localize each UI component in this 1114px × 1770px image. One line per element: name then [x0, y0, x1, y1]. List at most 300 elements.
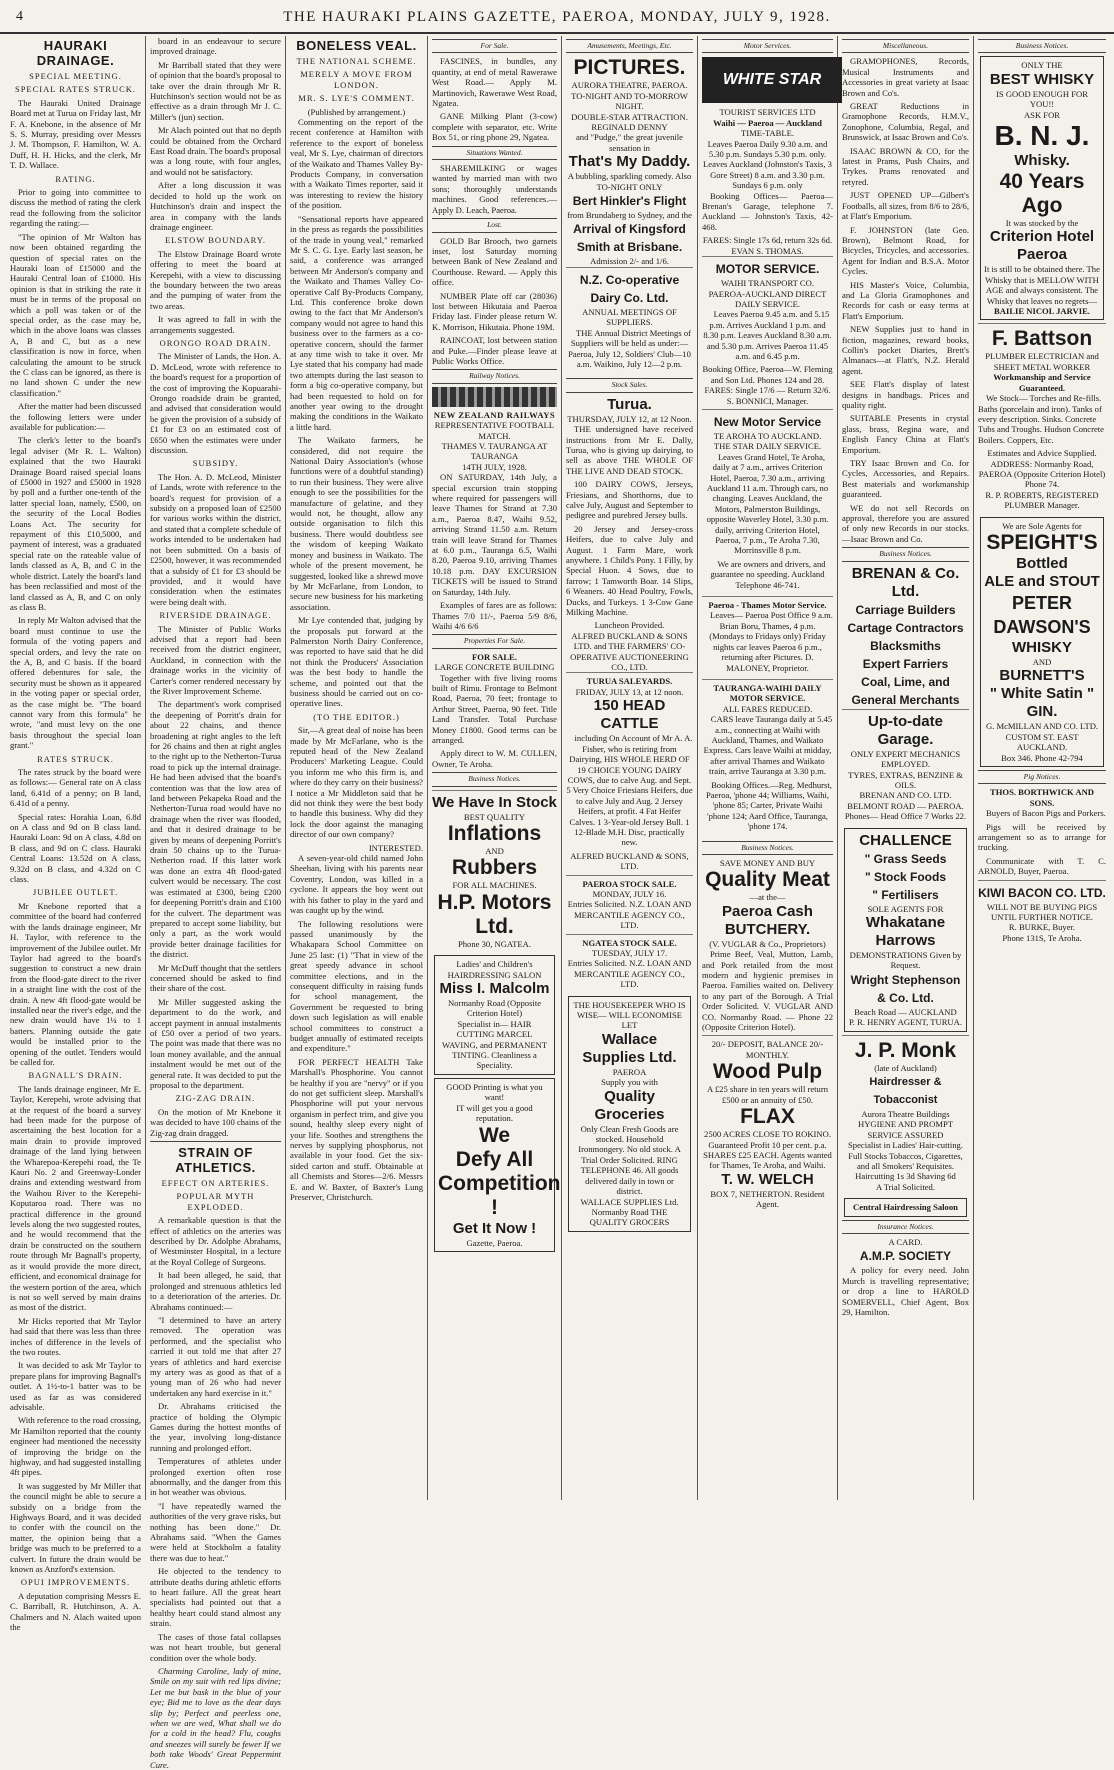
ad-line: PAEROA-AUCKLAND DIRECT DAILY SERVICE. — [708, 288, 827, 309]
ad-line: SOLE AGENTS FOR — [867, 903, 944, 914]
classified-ad: WE do not sell Records on approval, therefore you are assured of only new Records in our stocks.—Isaac Brown and Co. — [842, 502, 969, 544]
column-4 — [428, 36, 562, 1500]
ad-line: Leaves Auckland (Johnston's Taxis, 3 Gore Street) 8 a.m. and 3.30 p.m. Sundays 6 p.m. only — [703, 159, 832, 191]
masthead-title: THE HAURAKI PLAINS GAZETTE, PAEROA, MONDAY, JULY 9, 1928. — [283, 9, 831, 25]
article-heading: STRAIN OF ATHLETICS. — [150, 1141, 281, 1175]
ad-line: BRENAN & Co. Ltd. — [851, 564, 960, 600]
ad-line: A Trial Solicited. — [876, 1181, 935, 1192]
ad-line: J. P. Monk — [854, 1038, 957, 1062]
ad-line: We — [478, 1123, 511, 1147]
section-label: Business Notices. — [978, 39, 1106, 53]
ad-line: Carriage Builders — [855, 602, 956, 617]
ad-line: HYGIENE AND PROMPT SERVICE ASSURED — [857, 1119, 953, 1140]
ad-line: SAVE MONEY AND BUY — [719, 858, 816, 868]
article-heading: HAURAKI DRAINAGE. — [36, 38, 115, 68]
classified-ad: HIS Master's Voice, Columbia, and La Gloria Gramophones and Records for cash or easy terms at Flatt's Emporium. — [842, 279, 969, 321]
ad-line: General Merchants — [851, 692, 960, 707]
ad-line: FRIDAY, JULY 13, at 12 noon. — [575, 686, 684, 697]
ad-line: PICTURES. — [573, 56, 686, 80]
paragraph: We are owners and drivers, and guarantee no speeding. Auckland Telephone 46-741. — [710, 558, 826, 590]
ad-line: Paeroa - Thames Motor Service. — [708, 600, 827, 611]
ad-line: LARGE CONCRETE BUILDING — [434, 662, 555, 673]
ad-line: " White Satin " — [989, 685, 1095, 703]
paragraph: Mr Miller suggested asking the department to do the work, and accept payment in annual instalments of £50 over a period of two years. The point was made that there was no loan money available, and the annual instalment would be met out of the general rate. It was decided to put the proposal to the department. — [150, 996, 281, 1090]
ad-line: Bottled — [1016, 554, 1068, 572]
ad-line: A £25 share in ten years will return £500 or an annuity of £50. — [707, 1084, 828, 1105]
ad-line: Entries Solicited. N.Z. LOAN AND MERCANTILE AGENCY CO., LTD. — [567, 958, 692, 990]
ad-line: Expert Farriers — [862, 656, 949, 671]
paragraph: Mr Hicks reported that Mr Taylor had said that there was less than three inches of difference in the levels of the two routes. — [10, 1315, 141, 1357]
section-label: Stock Sales. — [566, 378, 693, 392]
classified-ad: FASCINES, in bundles, any quantity, at end of metal Rawerawe West Road.— Apply M. Martinovich, Rawerawe West Road, Ngatea. — [432, 56, 557, 109]
ad-line: Paeroa — [1016, 246, 1068, 264]
classified-ad: SUITABLE Presents in crystal glass, brass, Regina ware, and English Fancy China at Flatt's Emporium. — [842, 413, 969, 455]
ad-line: Booking Office, Paeroa—W. Fleming and Son Ltd. Phones 124 and 28. — [702, 364, 833, 385]
paragraph: Sir,—A great deal of noise has been made by Mr McFarlane, who is the reputed head of the New Zealand Producers' Marketing League. Could you inform me who this firm is, and where do they carry on their business? I notice a Mr Middleton said that he did not think they were the best body to handle this business. Why did they lock the door against the managing director of our own company? — [290, 725, 423, 840]
ad-line: Quality Meat — [705, 868, 830, 892]
subheading: RIVERSIDE DRAINAGE. — [159, 610, 272, 621]
paragraph: Special rates: Horahia Loan, 6.8d on A class and 9d on B class land. Hauraki Loan: 9d on A class, 4.8d on B class, and 9d on C class. Hauraki Central Loans: 13.52d on A class, 9.32d on B class, and 4.32d on C class. — [10, 811, 141, 885]
subheading: MR. S. LYE'S COMMENT. — [298, 93, 415, 104]
paragraph: The rates struck by the board were as follows:— General rate on A class land, 6.41d of a penny; on B land, 6.41d of a penny. — [10, 767, 141, 809]
paragraph: "I have repeatedly warned the authorities of the very grave risks, but nothing has been done." Dr. Abrahams said. "When the Games were held at Stockholm a fatality there was due to heat." — [150, 1500, 281, 1563]
ad-line: Estimates and Advice Supplied. — [987, 448, 1097, 459]
kiwi-bacon-ad — [978, 880, 1106, 947]
ad-line: We are Sole Agents for — [1002, 520, 1082, 531]
section-label: Pig Notices. — [978, 770, 1106, 784]
subheading: ZIG-ZAG DRAIN. — [175, 1093, 256, 1104]
ad-line: Haircutting 1s 3d Shaving 6d — [855, 1171, 956, 1182]
subheading: JUBILEE OUTLET. — [32, 887, 119, 898]
paragraph: Booking Offices.—Reg. Medhurst, Paeroa, 'phone 44; Williams, Waihi, 'phone 85; Carter, Private Waihi 'phone 124; Aard Office, Tauranga, 'phone 174. — [705, 779, 832, 832]
paragraph: ON SATURDAY, 14th July, a special excursion train stopping where required for passengers will leave Thames for Strand at 7.30 a.m., Paeroa 8.47, Waihi 9.52, arriving Strand 11.50 a.m. Return train will leave Strand for Thames at 6.0 p.m., Tauranga 6.5, Waihi 8.20, Paeroa 9.10, arriving Thames 10.18 p.m. DAY EXCURSION TICKETS will be issued to Strand on Saturday, 14th July. — [432, 472, 557, 597]
ad-line: R. P. ROBERTS, REGISTERED PLUMBER Manager. — [985, 489, 1099, 511]
section-label: Miscellaneous. — [842, 39, 969, 53]
ad-line: Entries Solicited. N.Z. LOAN AND MERCANTILE AGENCY CO., LTD. — [567, 899, 692, 931]
ad-line: ALFRED BUCKLAND & SONS, LTD. — [570, 850, 689, 872]
ad-line: PAEROA — [612, 1066, 647, 1077]
ad-line: TAURANGA-WAIHI DAILY MOTOR SERVICE. — [713, 682, 822, 704]
paragraph: Communicate with T. C. ARNOLD, Buyer, Paeroa. — [978, 855, 1106, 877]
paragraph: THE undersigned have received instructions from Mr E. Dally, Turua, who is giving up dairying, to sell as above THE WHOLE OF THE LIVE AND DEAD STOCK. — [566, 424, 693, 476]
paragraph: A seven-year-old child named John Sheehan, living with his parents near Coventry, London, was killed in a cyclone. It appears the boy went out with his father to play in the yard and was caught up by the wind. — [290, 853, 423, 916]
ad-line: Phones— Head Office 7 Works 22. — [844, 811, 967, 822]
paragraph: After the matter had been discussed the following letters were under available for publication:— — [10, 401, 141, 432]
ad-line: Box 346. Phone 42-794 — [1001, 752, 1083, 763]
ad-line: from Brundaberg to Sydney, and the — [567, 210, 692, 221]
ad-line: IT will get you a good reputation. — [456, 1102, 533, 1124]
battson-ad — [978, 323, 1106, 513]
paragraph: The following resolutions were passed unanimously by the Whakapara School Committee on June 25 last: (1) "That in view of the great speedy advance in school committee elections, and in the consequent difficulty in raising funds for school management, the Government be requested to bring down such legislation as will enable school committees to construct a budget annually of estimated receipts and expenditure." — [290, 918, 423, 1054]
ad-line: Supply you with — [601, 1077, 658, 1088]
ad-line: GIN. — [1026, 703, 1058, 721]
paragraph: FOR PERFECT HEALTH Take Marshall's Phosphorine. You cannot be healthy if you are "nervy" or if you do not get sufficient sleep. Marshall's Phosphorine will put your nervous organism in perfect trim, and give you sound, healthy sleep every night of your life. Soothes and strengthens the nerves by supplying phosphorus, not available in your food. Get the six-sided carton and stuff. Obtainable at all Chemists and Stores—2/6. Messrs E. and W. Baxter, of Baxter's Lung Preserver, Christchurch. — [290, 1056, 423, 1203]
paragraph: He objected to the tendency to attribute deaths during athletic efforts to heart failure. All the great heart specialists had pointed out that a healthy heart could stand almost any strain. — [150, 1566, 281, 1629]
ad-line: —at the— — [749, 892, 786, 903]
column-5 — [562, 36, 698, 1500]
classified-ad: SHAREMILKING or wages wanted by married man with two sons; thoroughly understands machines. Good references.—Apply D. Leach, Paeroa. — [432, 163, 557, 215]
saloon-label: Central Hairdressing Saloon — [844, 1198, 967, 1216]
ad-line: ALE and STOUT — [984, 572, 1100, 590]
wallace-supplies-ad — [568, 996, 691, 1232]
column-7 — [838, 36, 974, 1500]
ad-line: THE STAR DAILY SERVICE. — [713, 441, 822, 452]
ad-line: P. R. HENRY AGENT, TURUA. — [848, 1017, 962, 1028]
paragraph: Prime Beef, Veal, Mutton, Lamb, and Pork retailed from the most modern and hygienic premises in Paeroa. Families waited on. Delivery to any part of the Borough. A Trial Order Solicited. V. VUGLAR AND CO. Normanby Road. — Phone 22 (Opposite Criterion Hotel). — [702, 949, 833, 1033]
ad-line: Hairdresser & Tobacconist — [869, 1075, 942, 1106]
railway-line: 14TH JULY, 1928. — [462, 461, 527, 472]
ad-line: R. BURKE, Buyer. — [1008, 922, 1076, 933]
railway-line: THAMES V. TAURANGA AT TAURANGA — [441, 441, 548, 462]
classified-ad: ISAAC BROWN & CO, for the latest in Prams, Push Chairs, and Trykes. Prams renovated and retyred. — [842, 145, 969, 187]
ad-line: Aurora Theatre Buildings — [861, 1108, 950, 1119]
paragraph: The Waikato farmers, he considered, did not require the National Dairy Association's (whose functions were of a doubtful standing) to run their business. They were alive enough to see the possibilities for the manufacture of gelatine, and they would not, he thought, allow any outside organisation to filch this business. There would doubtless see the wisdom of keeping Waikato money and business in Waikato. The whole of the present movement, he suggested, looked like a shrewd move by Mr McFarlane, from London, to secure new business for his marketing association. — [290, 435, 423, 612]
article-heading: BONELESS VEAL. — [296, 38, 417, 53]
thames-motor-ad — [702, 596, 833, 679]
column-6 — [698, 36, 838, 1500]
classified-ad: GANE Milking Plant (3-cow) complete with separator, etc. Write Box 51, or ring phone 29, Ngatea. — [432, 111, 557, 143]
ad-line: 40 Years Ago — [999, 170, 1085, 218]
ad-line: AND — [1032, 656, 1052, 667]
printing-ad — [434, 1078, 561, 1252]
stock-sale-ad — [566, 875, 693, 934]
salon-ad — [434, 955, 555, 1075]
ad-line: DOUBLE-STAR ATTRACTION. — [571, 111, 688, 122]
ad-line: A.M.P. SOCIETY — [859, 1249, 952, 1264]
ad-line: BEST WHISKY — [989, 70, 1095, 88]
paragraph: Apply direct to W. M. CULLEN, Owner, Te Aroha. — [432, 748, 557, 769]
subheading: THE NATIONAL SCHEME. — [296, 56, 417, 66]
paragraph: Buyers of Bacon Pigs and Porkers. — [986, 808, 1106, 819]
ad-line: Normanby Road (Opposite Criterion Hotel) — [447, 998, 542, 1019]
paragraph: 20 Jersey and Jersey-cross Heifers, due to calve July and August. 1 Farm Mare, work anywhere. 1 Child's Pony. 1 Filly, by Special Huon. 4 Sows, due to farrow; 1 Tamworth Boar. 14 Slips, 6 Weaners. 40 Head Poultry, Fowls, Ducks, and Turkeys. 1 3-Cow Gane Milking Machine. — [566, 523, 693, 618]
ad-line: Whakatane Harrows — [865, 913, 946, 949]
subheading: (TO THE EDITOR.) — [313, 711, 400, 722]
ad-line: BELMONT ROAD — PAEROA. — [847, 800, 964, 811]
ad-line: ASK FOR — [1023, 109, 1061, 120]
ad-line: Defy All — [455, 1147, 534, 1171]
paragraph: It was suggested by Mr Miller that the council might be able to secure a subsidy on a bridge from the Highways Board, and it was decided to confer with the council on the matter, the opinion being that a bridge was much to be preferred to a culvert. In future the drain would be known as Anzford's extension. — [10, 1480, 141, 1575]
paragraph: Commenting on the report of the recent conference at Hamilton with reference to the export of boneless veal, Mr S. Lye, chairman of directors of the Waikato and Thames Valley By-Products Company, in conversation with a Waikato Times reporter, said it was interesting to review the history of the position. — [290, 117, 423, 211]
subheading: BAGNALL'S DRAIN. — [28, 1070, 123, 1081]
columns — [6, 36, 1110, 1770]
star-service-ad — [702, 409, 833, 596]
subheading: MERELY A MOVE FROM LONDON. — [300, 69, 413, 90]
subheading: SUBSIDY. — [192, 458, 239, 469]
ad-line: Gazette, Paeroa. — [466, 1237, 523, 1248]
ad-line: 20/- DEPOSIT, BALANCE 20/- MONTHLY. — [711, 1039, 824, 1060]
paragraph: Leaves Grand Hotel, Te Aroha, daily at 7 a.m., arrives Criterion Hotel, Paeroa, 7.30 a.m., arriving Auckland 11 a.m. Through cars, no changing. Leaves Auckland, the Motors, Palmerston Buildings, opposite Waverley Hotel, 3.30 p.m. daily, arriving Criterion Hotel, Paeroa, 7 p.m., Te Aroha 7.30, Morrinsville 8 p.m. — [706, 451, 829, 556]
ad-line: ONLY THE — [1021, 60, 1063, 71]
ad-line: Whisky. — [1014, 152, 1070, 170]
dairy-ad — [566, 267, 693, 375]
ad-line: Specialist in— HAIR CUTTING MARCEL WAVING, and PERMANENT TINTING. Cleanliness a Speciality. — [441, 1018, 548, 1071]
paragraph: The Elstow Drainage Board wrote offering to meet the board at Kerepehi, with a view to discussing the boundary between the two areas and the pumping of water from the two areas. — [150, 248, 281, 311]
ad-line: F. Battson — [991, 327, 1093, 351]
waihi-transport-ad — [702, 256, 833, 409]
paragraph: board in an endeavour to secure improved drainage. — [150, 36, 281, 57]
ad-line: THURSDAY, JULY 12, at 12 Noon. — [567, 413, 692, 424]
ad-line: Phone 30, NGATEA. — [457, 938, 532, 949]
ad-line: That's My Daddy. — [568, 153, 691, 171]
ad-line: We Have In Stock — [432, 793, 557, 811]
column-8 — [974, 36, 1110, 1500]
ad-line: Coal, Lime, and — [861, 674, 950, 689]
ad-line: MOTOR SERVICE. — [715, 262, 820, 277]
paragraph: The lands drainage engineer, Mr E. Taylor, Kerepehi, wrote advising that at the request of the board a survey had been made for the purpose of ascertaining the best location for a main drain to provide improved drainage of the land lying between the Wharepoa-Kerepehi road, the Te Kauri No. 2 and Greenway-Londer drains and extending westward from the Waihou River to the Kerepehi-Koputaroa road. There was no practical difference in the ground levels along the two suggested routes, and he would recommend that the drain be constructed on the southern route through Mr Bagnall's property, as it would provide the more direct, efficient, and economical drainage for the western portion of the area, which is not so well served by main drains as most of the district. — [10, 1083, 141, 1313]
paragraph: Leaves— Paeroa Post Office 9 a.m. Brian Boru, Thames, 4 p.m. (Mondays to Fridays only) Friday nights car leaves Paeroa 6 p.m., returning after Pictures. D. MALONEY, Proprietor. — [709, 610, 833, 673]
paragraph: After a long discussion it was decided to hold up the work on Hutchinson's drain and inspect the area in company with the lands drainage engineer. — [150, 180, 281, 232]
ad-line: BOX 7, NETHERTON. Resident Agent. — [710, 1188, 825, 1210]
ad-line: Competition ! — [438, 1171, 561, 1219]
ad-line: PAEROA STOCK SALE. — [582, 878, 677, 889]
classified-ad: GOLD Bar Brooch, two garnets inset, lost Saturday morning between Bank of New Zealand and Courthouse. Reward. — Apply this office. — [432, 235, 557, 288]
ad-line: AND — [485, 846, 504, 856]
ad-line: ONLY EXPERT MECHANICS EMPLOYED. — [850, 748, 961, 770]
challence-ad — [844, 828, 967, 1032]
ad-line: Waihi — Paeroa — Auckland — [713, 117, 822, 128]
paragraph: Temperatures of athletes under prolonged exertion often rose abnormally, and the danger from this in hot weather was obvious. — [150, 1456, 281, 1498]
subheading: RATES STRUCK. — [37, 753, 114, 764]
ad-line: TE AROHA TO AUCKLAND. — [713, 430, 822, 441]
ad-line: 2500 ACRES CLOSE TO ROKINO. — [704, 1129, 831, 1140]
ad-line: Leaves Paeroa Daily 9.30 a.m. and 5.30 p.m. Sundays 5.30 p.m. only. — [707, 138, 828, 160]
paragraph: Mr Lye contended that, judging by the proposals put forward at the Palmerston North Dairy Conference, was reported to have said that he did not think the Producers' Association was the best body to handle the scheme, and pointed out that the business should be carried out on co-operative lines. — [290, 615, 423, 709]
ad-line: G. McMILLAN AND CO. LTD. — [985, 721, 1099, 732]
ad-line: (late of Auckland) — [874, 1062, 937, 1073]
section-label: Lost. — [432, 218, 557, 232]
ad-line: T. W. WELCH — [721, 1170, 814, 1188]
ad-line: and "Pudge," the great juvenile sensation in — [575, 132, 683, 153]
ad-line: CUSTOM ST. EAST AUCKLAND. — [1005, 731, 1079, 753]
ad-line: REGINALD DENNY — [591, 122, 668, 133]
paragraph: The cases of those fatal collapses was not heart trouble, but general condition over the whole body. — [150, 1631, 281, 1663]
stock-sale-ad — [566, 934, 693, 993]
fares: Examples of fares are as follows: Thames 7/0 11/-, Paeroa 5/9 8/6, Waihi 4/6 6/6 — [432, 600, 557, 631]
section-label: Insurance Notices. — [842, 1220, 969, 1234]
ad-line: Guaranteed Profit 10 per cent. p.a. SHARES £25 EACH. Agents wanted for Thames, Te Aroha, and Waihi. — [703, 1139, 832, 1171]
ad-line: MONDAY, JULY 16. — [592, 888, 667, 899]
section-label: Business Notices. — [432, 772, 557, 786]
ad-line: SPEIGHT'S — [986, 530, 1098, 554]
railway-title: NEW ZEALAND RAILWAYS — [433, 409, 556, 420]
ad-line: " Stock Foods — [864, 869, 947, 884]
ad-line: Rubbers — [451, 856, 538, 880]
hp-motors-ad — [432, 790, 557, 953]
ad-line: Inflations — [447, 822, 542, 845]
paragraph: It was decided to ask Mr Taylor to prepare plans for improving Bagnall's outlet. A 1½-to-1 batter was to be used as far as was considered advisable. — [10, 1360, 141, 1412]
classified-ad: RAINCOAT, lost between station and Puke.—Finder please leave at Public Works Office. — [432, 335, 557, 366]
column-2 — [146, 36, 286, 1770]
ad-line: Up-to-date Garage. — [868, 712, 943, 748]
page-number: 4 — [16, 9, 25, 24]
classified-ad: GREAT Reductions in Gramophone Records, H.M.V., Zonophone, Columbia, Regal, and Brunswick, at Isaac Brown and Co's. — [842, 101, 969, 143]
subheading: SPECIAL RATES STRUCK. — [14, 84, 137, 95]
ad-line: ANNUAL MEETINGS OF SUPPLIERS. — [582, 306, 677, 328]
ad-line: BAILIE NICOL JARVIE. — [994, 306, 1090, 317]
ad-line: FOR ALL MACHINES. — [452, 880, 537, 891]
section-label: For Sale. — [432, 39, 557, 53]
column-1 — [6, 36, 146, 1633]
ad-line: Turua. — [607, 395, 652, 413]
section-label: Business Notices. — [842, 547, 969, 561]
paragraph: including On Account of Mr A. A. Fisher, who is retiring from Dairying, HIS WHOLE HERD OF 19 CHOICE YOUNG DAIRY COWS, due to calve Aug. and Sept. 5 Very Choice Friesians Heifers, due to calve July and Aug. 2 Jersey Heifers, at profit. 4 Fat Heifer Calves. 1 3-Year-old Jersey Bull. 1 12-Blade M.H. Disc, practically new. — [566, 733, 693, 848]
paragraph: A remarkable question is that the effect of athletics on the arteries was described by Dr. Adolphe Abrahams, of Westminster Hospital, in a lecture at the Royal College of Surgeons. — [150, 1215, 281, 1267]
ad-line: A CARD. — [888, 1237, 923, 1248]
ad-line: ALL FARES REDUCED. — [722, 703, 813, 714]
ad-line: Criterion Hotel — [989, 228, 1095, 246]
subheading: OPUI IMPROVEMENTS. — [20, 1577, 131, 1588]
garage-ad — [842, 709, 969, 825]
paragraph: "The opinion of Mr Walton has now been obtained regarding the question of special rates on the Hauraki loan of £15000 and the Hauraki Central loan of £1000. His opinion is that in striking the rate it must be in terms of the proposal on which a poll was taken or of the special order, as the case may be, which in the above loans was classes A, B and C, but as a new classification is now in force, when calculating the amount to be struck the C class can be ignored, as there is no land shown C under the new classification." — [10, 231, 141, 398]
ad-line: 150 HEAD CATTLE — [593, 697, 666, 733]
ad-line: TO-NIGHT AND TO-MORROW NIGHT. — [571, 90, 688, 112]
ad-line: DEMONSTRATIONS Given by Request. — [849, 949, 962, 971]
railway-line: REPRESENTATIVE FOOTBALL MATCH. — [434, 420, 555, 441]
signature: INTERESTED. — [368, 842, 423, 853]
subheading: POPULAR MYTH EXPLODED. — [176, 1191, 255, 1212]
ad-line: Beach Road — AUCKLAND — [854, 1006, 957, 1017]
paragraph: In reply Mr Walton advised that the board must continue to use the formula of the voting papers and special orders, and levy the rate on the A, B, and C basis. If the board offered debentures for sale, the security must be shown as it appeared in the voting paper or special order, as the case might be. "The board cannot vary from this formula" he wrote, "and must levy on the one basis throughout the special loan grant." — [10, 615, 141, 751]
ad-line: New Motor Service — [713, 414, 822, 429]
paragraph: We Stock— Torches and Re-fills. Baths (porcelain and iron). Tanks of every description. Sinks. Concrete Tubs and Troughs. Hudson Concrete Boilers. Coppers, Etc. — [978, 393, 1104, 445]
ad-line: H.P. Motors Ltd. — [437, 890, 552, 938]
ad-line: TURUA SALEYARDS. — [586, 676, 673, 687]
subheading: RATING. — [55, 173, 96, 184]
paragraph: With reference to the road crossing, Mr Hamilton reported that the county engineer had mentioned the necessity of improving the bridge on the highway, and had suggested installing 4ft pipes. — [10, 1415, 141, 1478]
whisky-ad — [980, 56, 1104, 320]
ad-line: TIME-TABLE. — [740, 128, 794, 139]
paragraph: The clerk's letter to the board's legal adviser (Mr R. L. Walton) explained that the two Hauraki Drainage Board raised special loans of £5000 in 1927 and £5000 in 1928 by poll and a further one-tenth of the latter special loan, namely, £500, on the security of the Local Bodies Loans Act. The security for repayment of this £10,5000, and payment of interest, was a graduated special rate on the rateable value of lands classed as A, B, and C in the whole district. Lately the board's land has been reclassified and most of the land classed as A, B, and C on only as class B. — [10, 435, 141, 612]
saleyards-ad — [566, 672, 693, 874]
ad-line: Specialist in Ladies' Hair-cutting. Full Stocks Tobaccos, Cigarettes, and all Smokers' Requisites. — [848, 1140, 963, 1171]
paragraph: The Hon. A. D. McLeod, Minister of Lands, wrote with reference to the board's request for provision of a subsidy on a proposed loan of £2500 for various works within the district, and stated that a complete schedule of works intended to be undertaken had not been submitted. On a basis of £2500, however, it was recommended that a subsidy of £1 for £3 should be provided, and it would have consideration when the estimates were being dealt with. — [150, 471, 281, 607]
ad-line: N.Z. Co-operative Dairy Co. Ltd. — [579, 272, 680, 305]
paragraph: The Minister of Public Works advised that a report had been received from the district engineer, Auckland, in connection with the drainage works in the vicinity of Carter's corner rendered necessary by the River Improvement Scheme. — [150, 623, 281, 696]
ad-line: FARES: Single 17/6 — Return 32/6. S. BONNICI, Manager. — [704, 385, 831, 406]
paragraph: The Minister of Lands, the Hon. A. D. McLeod, wrote with reference to the board's request for a proportion of the cost of improving the Kopuarahi-Orongo roadside drain be granted, and advised that consideration would be given the provision of a subsidy of £1 for £3 on an estimated cost of £650 when the estimates were under discussion. — [150, 351, 281, 456]
subheading: ELSTOW BOUNDARY. — [164, 235, 266, 246]
ad-line: AURORA THEATRE, PAEROA. — [571, 80, 688, 91]
ad-line: A bubbling, sparkling comedy. Also TO-NIGHT ONLY — [567, 171, 692, 192]
wood-pulp-ad — [702, 1035, 833, 1212]
section-label: Situations Wanted. — [432, 146, 557, 160]
ad-heading: FOR SALE. — [472, 651, 517, 662]
ad-line: BURNETT'S — [999, 667, 1085, 685]
paragraph: "I determined to have an artery removed. The operation was performed, and the specialist who carried it out told me that after 27 years of athletics and hard exercise my artery was as good as that of a young man of 26 who had never undertaken any hard exercise in it." — [150, 1314, 281, 1398]
ad-line: Wood Pulp — [712, 1060, 823, 1084]
paragraph: Pigs will be received by arrangement so as to arrange for trucking. — [978, 821, 1106, 853]
ad-line: Cartage Contractors — [847, 620, 964, 635]
ad-line: WHISKY — [1012, 638, 1072, 656]
ad-line: BRENAN AND CO. LTD. — [859, 790, 952, 801]
ad-line: B. N. J. — [994, 120, 1090, 152]
paragraph: Booking Offices— Paeroa—Brenan's Garage, telephone 7. Auckland — Johnston's Taxis, 42-468. — [702, 190, 833, 232]
ad-line: Phone 131S, Te Aroha. — [1002, 932, 1082, 943]
ad-line: PETER DAWSON'S — [993, 592, 1091, 637]
paragraph: Mr McDuff thought that the settlers concerned should be asked to find their share of the cost. — [150, 962, 281, 994]
classified-ad: TRY Isaac Brown and Co. for Cycles, Accessories, and Repairs. Best materials and workmanship guaranteed. — [842, 458, 969, 500]
ad-line: BEST QUALITY — [463, 811, 526, 822]
ad-line: Get It Now ! — [452, 1219, 537, 1237]
ad-line: WALLACE SUPPLIES Ltd. Normanby Road THE QUALITY GROCERS — [580, 1196, 679, 1228]
ad-line: NGATEA STOCK SALE. — [582, 937, 677, 948]
paragraph: The Hauraki United Drainage Board met at Turua on Friday last, Mr F. A. Knebone, in the absence of Mr S. S. Murray, presiding over Messrs J. M. Thompson, F. Hamilton, W. A. Duff, H. H. Hicks, and the clerk, Mr T. D. Wallace. — [10, 97, 141, 171]
paragraph: Prior to going into committee to discuss the method of rating the clerk read the following from the solicitor regarding the rating:— — [10, 187, 141, 229]
classified-ad: JUST OPENED UP—Gilbert's Footballs, all sizes, from 8/6 to 28/6, at Flatt's Emporium. — [842, 190, 969, 222]
ad-line: GOOD Printing is what you want! — [446, 1081, 543, 1103]
ad-line: Luncheon Provided. — [594, 620, 665, 631]
ad-line: Miss I. Malcolm — [439, 980, 550, 998]
ad-line: Admission 2/- and 1/6. — [590, 256, 669, 267]
ad-line: (V. VUGLAR & Co., Proprietors) — [709, 938, 826, 949]
section-label: Motor Services. — [702, 39, 833, 53]
ad-line: TUESDAY, JULY 17. — [591, 948, 668, 958]
train-illustration — [432, 387, 557, 407]
subheading: ORONGO ROAD DRAIN. — [159, 337, 272, 348]
ad-line: It is still to be obtained there. The Whisky that is MELLOW WITH AGE and always consistent. The Whisky that leaves no regrets— — [984, 264, 1100, 306]
paragraph: On the motion of Mr Knebone it was decided to have 100 chains of the Zig-zag drain dragged. — [150, 1106, 281, 1138]
ad-line: Blacksmiths — [870, 638, 941, 653]
ad-line: ALFRED BUCKLAND & SONS LTD. and THE FARMERS' CO-OPERATIVE AUCTIONEERING CO., LTD. — [570, 630, 689, 673]
paragraph: Leaves Paeroa 9.45 a.m. and 5.15 p.m. Arrives Auckland 1 p.m. and 8.30 p.m. Leaves Auckland 8.30 a.m. and 5.30 p.m. Arrives Paeroa 11.45 a.m. and 6.45 p.m. — [703, 309, 832, 361]
ad-line: " Fertilisers — [872, 887, 939, 902]
white-star-logo: WHITE STAR — [702, 57, 842, 103]
ad-line: Ladies' and Children's HAIRDRESSING SALON — [447, 959, 542, 980]
classified-ad: NEW Supplies just to hand in fiction, magazines, reward books, Collin's pocket Diaries, Brett's Almanacs—at Flatt's, N.Z. Herald agent. — [842, 324, 969, 376]
ad-line: Only Clean Fresh Goods are stocked. Household Ironmongery. No old stock. A Trial Order Solicited. RING TELEPHONE 46. All goods delivered daily in town or district. — [578, 1123, 681, 1197]
monk-ad — [842, 1035, 969, 1196]
subheading: EFFECT ON ARTERIES. — [161, 1178, 270, 1189]
paragraph: THE Annual District Meetings of Suppliers will be held as under:— Paeroa, July 12, Soldiers' Club—10 a.m. Waikino, July 12—2 p.m. — [568, 327, 692, 369]
paragraph: It was agreed to fall in with the arrangements suggested. — [150, 314, 281, 335]
verse-advert: Charming Caroline, lady of mine, Smile on my suit with red lips divine; Let me but bask in the blue of your eye; Bid me to love as the dear days slip by; Perfect and peerless one, when we are wed, What shall we do for a cold in the head? Flu, coughs and sneezes will surely be fewer If we both take Woods' Great Peppermint Cure. — [150, 1665, 281, 1770]
masthead — [0, 4, 1114, 34]
ad-line: Bert Hinkler's Flight — [572, 194, 687, 209]
paragraph: A policy for every need. John Murch is travelling representative; or drop a line to HAROLD SOMERVELL, Chief Agent, Box 29, Hamilton. — [842, 1265, 969, 1318]
paragraph: The department's work comprised the deepening of Porritt's drain for about 22 chains, and thence broadening at right angles to the left for 26 chains and then at right angles to the right up to the Netherton-Turua road to pick up the internal drainage. He had been advised that the board's contention was that the low area of land between Pekapeka Road and the Netherton-Turua road would have no drainage when the river was flooded, and that it desired drainage to be given by means of deepening Porritt's drain 50 chains up to the Turua-Netherton road. If this latter work was done an extra 4ft flood-gated culvert would be necessary. The cost was estimated at £300, being £200 for deepening Porritt's drain and £100 for the culvert. The department was prepared to accept some liability, but only a part, as the work would provide better drainage facilities for the district. — [150, 699, 281, 960]
ad-line: THOS. BORTHWICK AND SONS. — [989, 787, 1095, 808]
ad-line: PLUMBER ELECTRICIAN and SHEET METAL WORKER — [985, 351, 1099, 372]
paragraph: 100 DAIRY COWS, Jerseys, Friesians, and Shorthorns, due to calve July, August and September to pedigree and purebred Jersey bulls. — [566, 479, 693, 521]
column-3 — [286, 36, 428, 1500]
ad-line: Arrival of Kingsford Smith at Brisbane. — [573, 222, 686, 255]
section-label: Properties For Sale. — [432, 634, 557, 648]
subheading: SPECIAL MEETING. — [29, 71, 122, 81]
ad-line: TOURIST SERVICES LTD — [719, 107, 816, 118]
tauranga-waihi-ad — [702, 679, 833, 838]
paragraph: Mr Alach pointed out that no depth could be obtained from the Orchard East Road drain. The board's proposal was a long route, with four angles, and would not be satisfactory. — [150, 125, 281, 177]
ad-line: EVAN S. THOMAS. — [731, 245, 804, 256]
ad-line: TYRES, EXTRAS, BENZINE & OILS. — [848, 769, 963, 790]
section-label: Railway Notices. — [432, 369, 557, 383]
ad-line: KIWI BACON CO. LTD. — [978, 885, 1106, 900]
ad-line: Workmanship and Service Guaranteed. — [993, 372, 1091, 393]
ad-line: " Grass Seeds — [864, 851, 947, 866]
classified-ad: GRAMOPHONES, Records, Musical Instruments and Accessories in great variety at Isaac Brown and Co's. — [842, 56, 969, 98]
speights-ad — [980, 517, 1104, 767]
ad-line: WAIHI TRANSPORT CO. — [721, 278, 814, 289]
ad-line: CHALLENCE — [859, 831, 952, 849]
ad-line: Wallace Supplies Ltd. — [582, 1030, 677, 1066]
ad-line: ADDRESS: Normanby Road, PAEROA (Opposite Criterion Hotel) Phone 74. — [978, 458, 1106, 490]
classified-ad: F. JOHNSTON (late Geo. Brown), Belmont Road, for Bicycles, Tricycles, and accessories. Agent for Indian and B.S.A. Motor Cycles. — [842, 224, 969, 277]
section-label: Amusements, Meetings, Etc. — [566, 39, 693, 53]
paragraph: Together with five living rooms built of Rimu. Frontage to Belmont Road, Paeroa, 70 feet; frontage to Arthur Street, Paeroa, 90 feet. Title Land Transfer. Total Purchase Money £1800. Good terms can be arranged. — [432, 672, 557, 745]
paragraph: Dr. Abrahams criticised the practice of holding the Olympic Games during the hottest months of the year, involving long-distance running and prolonged effort. — [150, 1401, 281, 1453]
ad-line: IS GOOD ENOUGH FOR YOU!! — [996, 88, 1088, 110]
ad-line: FLAX — [740, 1105, 795, 1129]
